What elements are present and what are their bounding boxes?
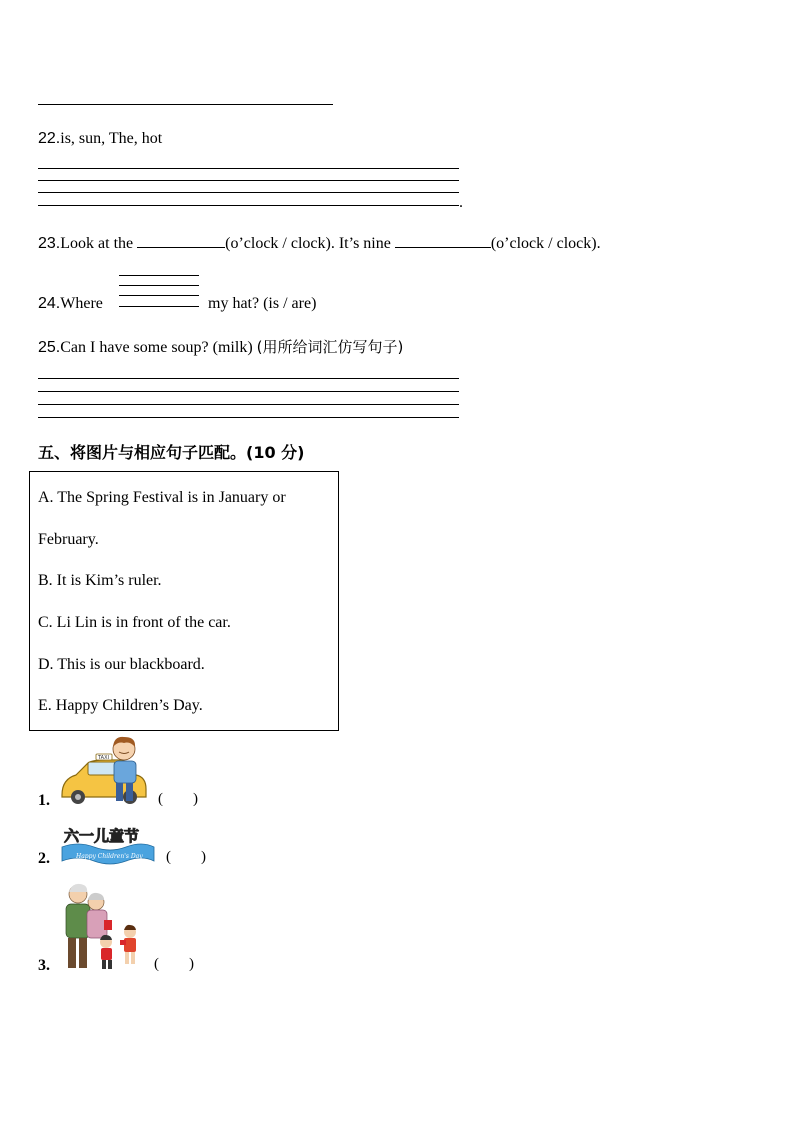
- question-text-before: Where: [60, 295, 103, 312]
- banner-subtitle: Happy Children's Day: [76, 853, 143, 860]
- blank-line: [119, 306, 199, 307]
- blank-line: [119, 295, 199, 296]
- writing-line: [38, 180, 459, 181]
- blank-1[interactable]: [137, 233, 225, 248]
- answer-line-prev[interactable]: [38, 104, 333, 105]
- blank-line: [119, 285, 199, 286]
- blank-2[interactable]: [395, 233, 491, 248]
- question-24-after: my hat? (is / are): [208, 295, 317, 312]
- writing-line: [38, 192, 459, 193]
- writing-line[interactable]: [38, 378, 459, 379]
- writing-line: [38, 404, 459, 405]
- boy-with-taxi-image: [58, 735, 150, 807]
- question-text-part3: (o’clock / clock).: [490, 235, 601, 252]
- option-a-line2: February.: [38, 531, 99, 548]
- question-number: 22.: [38, 130, 61, 147]
- svg-text:TAXI: TAXI: [98, 755, 109, 761]
- section-title: 五、将图片与相应句子匹配。(10 分): [38, 443, 305, 462]
- question-number: 25.: [38, 339, 61, 356]
- question-text-part2: (o’clock / clock). It’s nine: [225, 235, 391, 252]
- question-22: [38, 129, 162, 149]
- options-box: [29, 471, 339, 731]
- writing-line: [38, 417, 459, 418]
- option-d: D. This is our blackboard.: [38, 656, 205, 673]
- grandparents-red-envelopes-image: [58, 880, 148, 975]
- option-a-line1: A. The Spring Festival is in January or: [38, 489, 286, 506]
- match-item-3-label: 3.: [38, 957, 50, 974]
- writing-line: [38, 205, 459, 206]
- blank-line[interactable]: [119, 275, 199, 276]
- question-25: [38, 337, 403, 358]
- question-instruction: (用所给词汇仿写句子): [256, 338, 404, 356]
- question-number: 24.: [38, 295, 61, 312]
- question-text-part1: Look at the: [60, 235, 134, 252]
- banner-title: 六一儿童节: [64, 827, 140, 845]
- childrens-day-banner-image: [58, 823, 158, 865]
- line-end-period: .: [459, 194, 463, 211]
- answer-paren-1[interactable]: ( ): [158, 791, 198, 807]
- question-text: is, sun, The, hot: [60, 130, 163, 147]
- question-number: 23.: [38, 235, 61, 252]
- writing-line: [38, 391, 459, 392]
- question-23: [38, 233, 601, 254]
- option-b: B. It is Kim’s ruler.: [38, 572, 162, 589]
- match-item-1-label: 1.: [38, 792, 50, 809]
- answer-paren-3[interactable]: ( ): [154, 956, 194, 972]
- question-24: [38, 294, 103, 314]
- question-text: Can I have some soup? (milk): [60, 339, 253, 356]
- answer-paren-2[interactable]: ( ): [166, 849, 206, 865]
- match-item-2-label: 2.: [38, 850, 50, 867]
- option-c: C. Li Lin is in front of the car.: [38, 614, 231, 631]
- writing-line[interactable]: [38, 168, 459, 169]
- option-e: E. Happy Children’s Day.: [38, 697, 203, 714]
